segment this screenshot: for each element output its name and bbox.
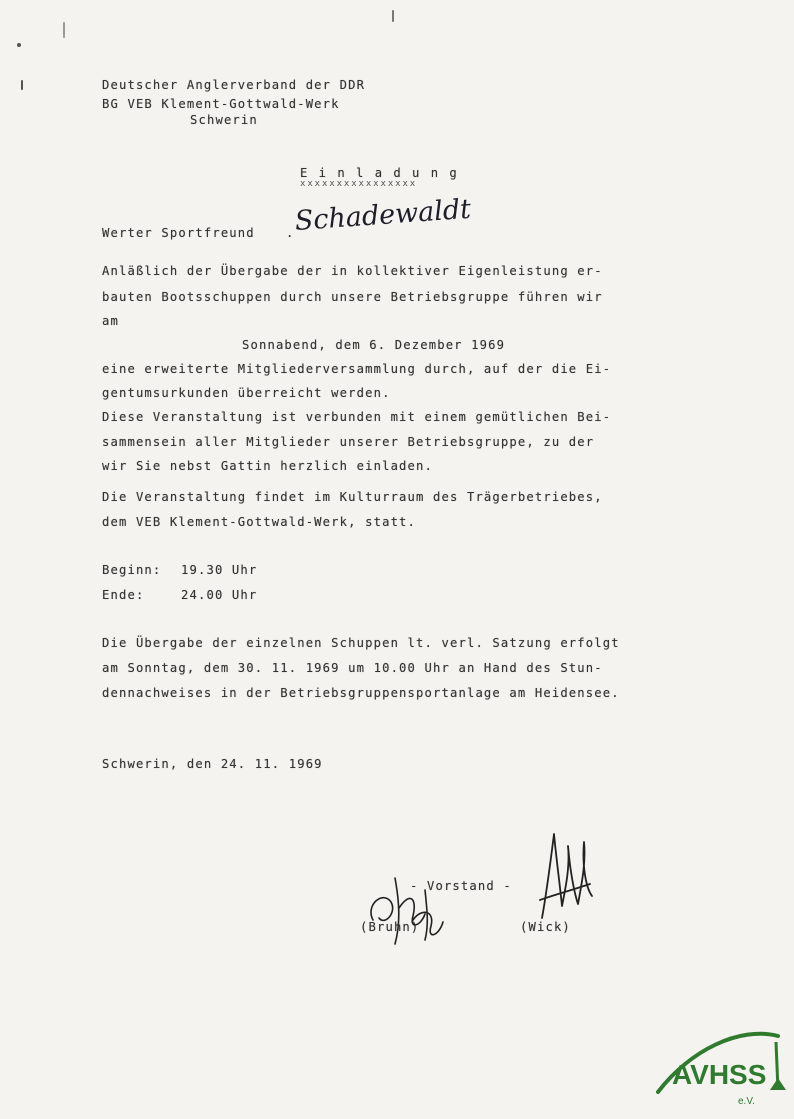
body4-line-2: am Sonntag, dem 30. 11. 1969 um 10.00 Uhr an Hand des Stun-	[102, 661, 603, 675]
event-date: Sonnabend, dem 6. Dezember 1969	[242, 338, 506, 352]
body1-line-2: bauten Bootsschuppen durch unsere Betriebsgruppe führen wir	[102, 290, 603, 304]
body3-line-1: Die Veranstaltung findet im Kulturraum des Trägerbetriebes,	[102, 490, 603, 504]
end-time: 24.00 Uhr	[181, 588, 258, 602]
body2-line-5: wir Sie nebst Gattin herzlich einladen.	[102, 459, 434, 473]
sender-line-2: BG VEB Klement-Gottwald-Werk	[102, 97, 340, 111]
scan-speck	[392, 10, 394, 22]
body1-line-3: am	[102, 314, 119, 328]
document-title: E i n l a d u n g	[300, 166, 459, 180]
avhss-logo	[650, 1020, 790, 1110]
sender-line-1: Deutscher Anglerverband der DDR	[102, 78, 366, 92]
body2-line-4: sammensein aller Mitglieder unserer Betriebsgruppe, zu der	[102, 435, 595, 449]
end-label: Ende:	[102, 588, 145, 602]
scan-speck	[17, 43, 21, 47]
recipient-name-handwritten: Schadewaldt	[293, 193, 472, 237]
title-underline: xxxxxxxxxxxxxxxx	[300, 179, 418, 189]
logo-subtext: e.V.	[738, 1096, 755, 1107]
board-label: - Vorstand -	[410, 879, 512, 893]
body2-line-2: gentumsurkunden überreicht werden.	[102, 386, 391, 400]
signature-right	[532, 826, 602, 926]
sender-line-3: Schwerin	[190, 113, 258, 127]
begin-label: Beginn:	[102, 563, 162, 577]
scan-speck	[21, 80, 23, 90]
signer-left-name: (Bruhn)	[360, 920, 420, 934]
body4-line-3: dennachweises in der Betriebsgruppensportanlage am Heidensee.	[102, 686, 620, 700]
salutation-dot: .	[286, 226, 295, 240]
logo-text: AVHSS	[672, 1059, 767, 1090]
salutation: Werter Sportfreund	[102, 226, 255, 240]
signature-left	[355, 860, 455, 950]
place-date: Schwerin, den 24. 11. 1969	[102, 757, 323, 771]
body1-line-1: Anläßlich der Übergabe der in kollektiver Eigenleistung er-	[102, 264, 603, 278]
body3-line-2: dem VEB Klement-Gottwald-Werk, statt.	[102, 515, 417, 529]
body2-line-1: eine erweiterte Mitgliederversammlung durch, auf der die Ei-	[102, 362, 612, 376]
scan-speck	[63, 22, 65, 38]
begin-time: 19.30 Uhr	[181, 563, 258, 577]
body4-line-1: Die Übergabe der einzelnen Schuppen lt. verl. Satzung erfolgt	[102, 636, 620, 650]
body2-line-3: Diese Veranstaltung ist verbunden mit einem gemütlichen Bei-	[102, 410, 612, 424]
signer-right-name: (Wick)	[520, 920, 571, 934]
